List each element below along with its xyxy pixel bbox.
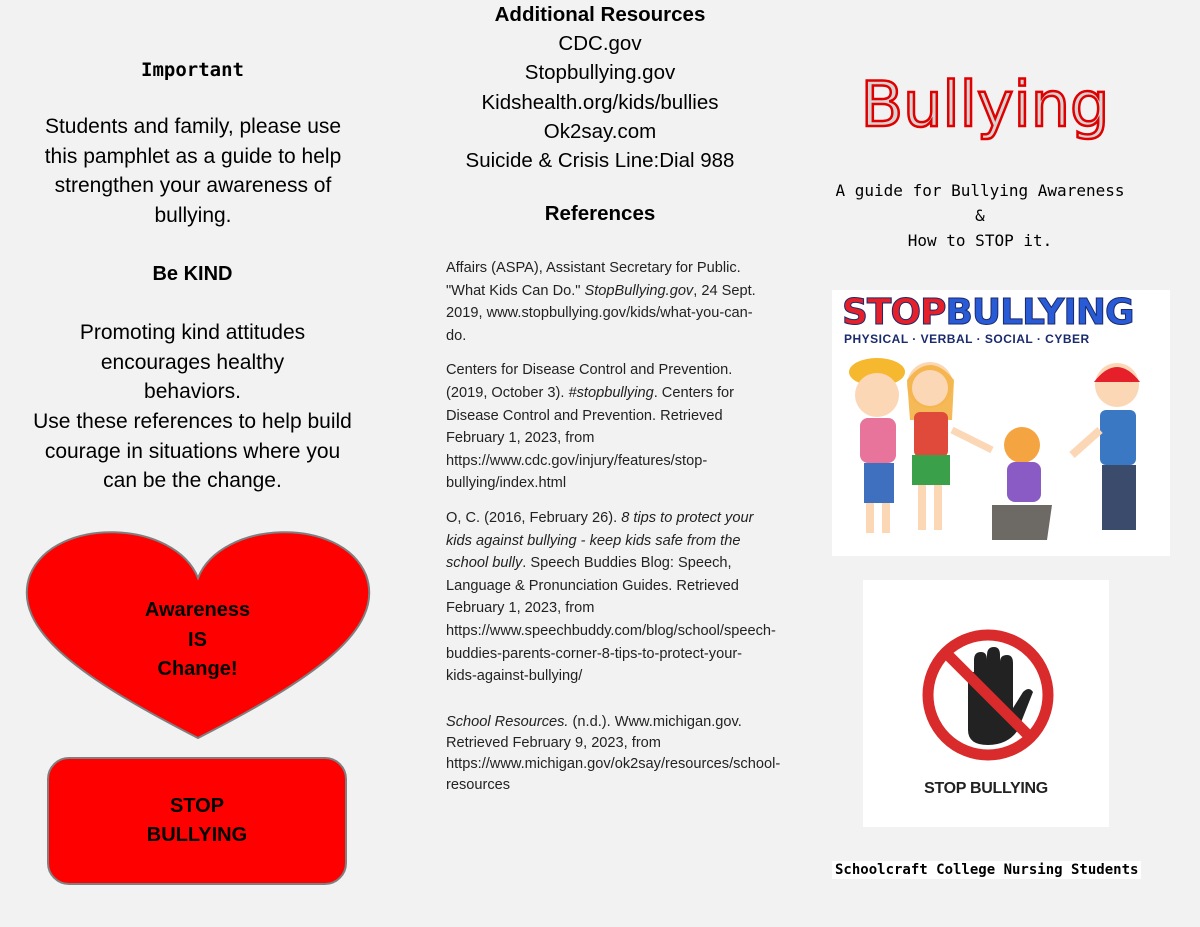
body-text-2: Use these references to help build courage in situations where you can be the change. (33, 410, 352, 492)
stop-sign-image (863, 580, 1109, 827)
reference-item: O, C. (2016, February 26). 8 tips to protect your kids against bullying - keep kids safe from the school bully. Speech Buddies Blog: Speech, Language & Pronunciation Guides. Retrieved February 1, 2023, from https://www.speechbuddy.com/blog/school/speech-buddies-parents-corner-8-tips-to-protect-your-kids-against-bullying/ (446, 509, 776, 685)
resources-list (420, 29, 780, 175)
heart-line-3: Change! (157, 658, 238, 680)
resource-link[interactable]: Suicide & Crisis Line:Dial 988 (465, 149, 735, 173)
banner-tags: PHYSICAL · VERBAL · SOCIAL · CYBER (844, 332, 1090, 346)
resource-link[interactable]: CDC.gov (558, 32, 642, 55)
resource-link[interactable]: Kidshealth.org/kids/bullies (481, 90, 719, 114)
stop-bullying-illustration (832, 290, 1170, 556)
heart-line-2: IS (188, 628, 207, 651)
pamphlet-title: Bullying (860, 68, 1110, 141)
credit-line: Schoolcraft College Nursing Students (832, 861, 1141, 879)
reference-item: Affairs (ASPA), Assistant Secretary for Public. "What Kids Can Do." StopBullying.gov, 24 Sept. 2019, www.stopbullying.gov/kids/what-you-can-do. (446, 260, 756, 344)
resources-heading: Additional Resources (494, 3, 706, 26)
banner-word-bullying: BULLYING (945, 292, 1134, 333)
stop-sign-caption: STOP BULLYING (924, 780, 1048, 797)
banner-word-stop: STOP (842, 292, 946, 333)
reference-item: School Resources. (n.d.). Www.michigan.gov. Retrieved February 9, 2023, from https://www.michigan.gov/ok2say/resources/school-resources (446, 713, 781, 793)
subtitle (815, 178, 1145, 253)
important-heading: Important (141, 59, 244, 81)
subtitle-line-3: How to STOP it. (907, 231, 1053, 250)
stop-line-1: STOP (169, 795, 225, 817)
references-list (446, 257, 781, 808)
be-kind-heading: Be KIND (152, 263, 233, 285)
heart-line-1: Awareness (144, 599, 251, 621)
references-heading: References (544, 202, 656, 225)
stop-line-2: BULLYING (146, 824, 248, 846)
resource-link[interactable]: Ok2say.com (543, 119, 657, 143)
reference-item: Centers for Disease Control and Prevention. (2019, October 3). #stopbullying. Centers for Disease Control and Prevention. Retrieved February 1, 2023, from https://www.cdc.gov/injury/features/stop-bullying/index.html (446, 362, 734, 492)
body-text-1: Promoting kind attitudes encourages healthy behaviors. (79, 321, 306, 403)
subtitle-line-2: & (975, 206, 985, 225)
heart-text (90, 596, 305, 685)
resource-link[interactable]: Stopbullying.gov (524, 61, 676, 85)
stop-bullying-box (47, 757, 347, 885)
intro-text: Students and family, please use this pamphlet as a guide to help strengthen your awareness of bullying. (44, 115, 342, 227)
children-cartoon (832, 290, 1170, 556)
subtitle-line-1: A guide for Bullying Awareness (835, 181, 1125, 200)
